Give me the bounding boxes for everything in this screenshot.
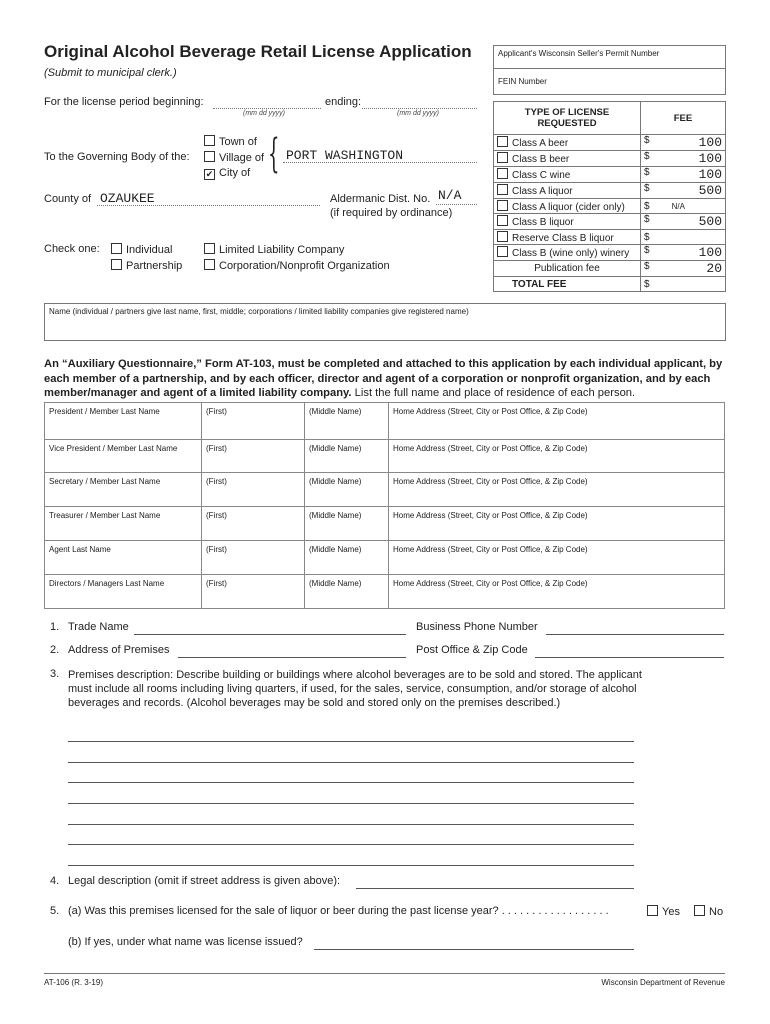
fee-header: FEE (641, 102, 726, 135)
phone-field[interactable] (546, 620, 724, 635)
fee-value: 100 (698, 167, 722, 182)
fee-table (493, 101, 726, 292)
legal-description-label: Legal description (omit if street address is given above): (68, 875, 341, 887)
q3-number: 3. (50, 668, 60, 680)
fee-row: Class A liquor $ 500 (494, 183, 726, 199)
period-end-label: ending: (325, 96, 362, 108)
q5a-text: (a) Was this premises licensed for the sale of liquor or beer during the past license year? . . . . . . . . . . . . . . . . . . (68, 905, 609, 917)
fee-row: Publication fee $ 20 (494, 261, 726, 277)
fee-row: Class A beer $ 100 (494, 135, 726, 151)
premises-description-text: Premises description: Describe building or buildings where alcohol beverages are to be sold and stored. The applicant must include all rooms including living quarters, if used, for the sales, service, consumption, and/or storage of alcohol beverages and records. (Alcohol beverages may be sold and stored only on the premises described.) (68, 669, 642, 709)
county-line (97, 191, 320, 206)
fee-table-header (494, 102, 726, 135)
form-subtitle: (Submit to municipal clerk.) (44, 67, 177, 79)
option-individual[interactable]: Individual (111, 243, 172, 256)
period-end-hint: (mm dd yyyy) (397, 110, 439, 117)
premises-address-field[interactable] (178, 643, 406, 658)
officer-row: Vice President / Member Last Name (First) (Middle Name) Home Address (Street, City or Post Office, & Zip Code) (45, 440, 725, 473)
form-id: AT-106 (R. 3-19) (44, 978, 103, 987)
post-office-label: Post Office & Zip Code (416, 644, 528, 656)
check-one-label: Check one: (44, 243, 100, 255)
type-header: TYPE OF LICENSE REQUESTED (494, 102, 641, 135)
option-corporation[interactable]: Corporation/Nonprofit Organization (204, 259, 390, 272)
trade-name-label: Trade Name (68, 621, 129, 633)
officer-row: Secretary / Member Last Name (First) (Middle Name) Home Address (Street, City or Post Office, & Zip Code) (45, 473, 725, 507)
class-b-liquor-checkbox[interactable] (497, 215, 508, 226)
officer-row: Directors / Managers Last Name (First) (Middle Name) Home Address (Street, City or Post Office, & Zip Code) (45, 575, 725, 609)
description-line[interactable] (68, 789, 634, 804)
fee-row: Class B beer $ 100 (494, 151, 726, 167)
q4-number: 4. (50, 875, 60, 887)
option-village[interactable]: Village of (204, 151, 264, 164)
option-town[interactable]: Town of (204, 135, 257, 148)
class-b-beer-checkbox[interactable] (497, 152, 508, 163)
fee-value: N/A (671, 201, 685, 211)
name-box[interactable] (44, 303, 726, 341)
aldermanic-value[interactable]: N/A (438, 188, 462, 203)
permit-box (493, 45, 726, 95)
class-b-winery-checkbox[interactable] (497, 246, 508, 257)
license-name-field[interactable] (314, 935, 634, 950)
fee-row: Class B (wine only) winery $ 100 (494, 245, 726, 261)
description-line[interactable] (68, 851, 634, 866)
municipality-line (283, 148, 477, 163)
officer-row: Agent Last Name (First) (Middle Name) Home Address (Street, City or Post Office, & Zip Code) (45, 541, 725, 575)
officers-table (44, 402, 725, 609)
publication-fee-label: Publication fee (494, 261, 641, 277)
description-line[interactable] (68, 830, 634, 845)
city-checkbox[interactable]: ✔ (205, 169, 214, 179)
yes-checkbox[interactable] (647, 905, 658, 916)
auxiliary-normal: List the full name and place of residence of each person. (354, 387, 636, 399)
description-line[interactable] (68, 768, 634, 783)
total-fee-label: TOTAL FEE (494, 277, 641, 292)
no-checkbox[interactable] (694, 905, 705, 916)
county-label: County of (44, 193, 92, 205)
class-a-beer-checkbox[interactable] (497, 136, 508, 147)
village-checkbox[interactable] (204, 151, 215, 162)
officer-row: Treasurer / Member Last Name (First) (Middle Name) Home Address (Street, City or Post Office, & Zip Code) (45, 507, 725, 541)
fee-value: 500 (698, 214, 722, 229)
aldermanic-note: (if required by ordinance) (330, 207, 453, 219)
trade-name-field[interactable] (134, 620, 406, 635)
fee-row: Class A liquor (cider only) $ N/A (494, 199, 726, 214)
auxiliary-notice (44, 357, 730, 401)
municipality-value[interactable]: PORT WASHINGTON (286, 148, 404, 163)
phone-label: Business Phone Number (416, 621, 538, 633)
corporation-checkbox[interactable] (204, 259, 215, 270)
fee-value: 500 (698, 183, 722, 198)
name-box-label: Name (individual / partners give last name, first, middle; corporations / limited liability companies give registered name) (49, 307, 469, 316)
county-value[interactable]: OZAUKEE (100, 191, 155, 206)
period-end-field[interactable] (362, 98, 477, 109)
brace-icon: { (268, 131, 280, 177)
description-line[interactable] (68, 810, 634, 825)
fee-row: Reserve Class B liquor $ (494, 230, 726, 245)
q2-number: 2. (50, 644, 60, 656)
individual-checkbox[interactable] (111, 243, 122, 254)
option-no[interactable]: No (694, 905, 723, 918)
q5-number: 5. (50, 905, 60, 917)
aldermanic-line (436, 190, 477, 205)
aldermanic-label: Aldermanic Dist. No. (330, 193, 431, 205)
total-fee-field[interactable]: $ (641, 277, 726, 292)
fee-value: 100 (698, 245, 722, 260)
fee-row: Class B liquor $ 500 (494, 214, 726, 230)
class-a-cider-checkbox[interactable] (497, 200, 508, 211)
period-begin-label: For the license period beginning: (44, 96, 204, 108)
fee-value: 20 (706, 261, 722, 276)
post-office-field[interactable] (535, 643, 724, 658)
fein-label: FEIN Number (498, 77, 547, 86)
description-line[interactable] (68, 727, 634, 742)
option-city[interactable]: ✔ City of (205, 167, 251, 179)
legal-description-field[interactable] (356, 874, 634, 889)
period-begin-hint: (mm dd yyyy) (243, 110, 285, 117)
fee-row: Class C wine $ 100 (494, 167, 726, 183)
llc-checkbox[interactable] (204, 243, 215, 254)
reserve-class-b-checkbox[interactable] (497, 231, 508, 242)
q5b-text: (b) If yes, under what name was license issued? (68, 936, 303, 948)
premises-address-label: Address of Premises (68, 644, 170, 656)
fee-value: 100 (698, 135, 722, 150)
option-yes[interactable]: Yes (647, 905, 680, 918)
form-title: Original Alcohol Beverage Retail License Application (44, 42, 472, 61)
governing-body-label: To the Governing Body of the: (44, 151, 190, 163)
class-a-liquor-checkbox[interactable] (497, 184, 508, 195)
permit-divider (494, 68, 725, 69)
partnership-checkbox[interactable] (111, 259, 122, 270)
auxiliary-bold: An “Auxiliary Questionnaire,” Form AT-103, must be completed and attached to this application by each individual applicant, by each member of a partnership, and by each officer, director and agent of a corporation or nonprofit organization, and by each member/manager and agent of a limited liability company. (44, 358, 723, 399)
fee-row (494, 277, 726, 292)
q1-number: 1. (50, 621, 60, 633)
officer-row: President / Member Last Name (First) (Middle Name) Home Address (Street, City or Post Office, & Zip Code) (45, 403, 725, 440)
option-partnership[interactable]: Partnership (111, 259, 182, 272)
town-checkbox[interactable] (204, 135, 215, 146)
class-c-wine-checkbox[interactable] (497, 168, 508, 179)
fee-value: 100 (698, 151, 722, 166)
description-line[interactable] (68, 748, 634, 763)
agency-name: Wisconsin Department of Revenue (601, 978, 725, 987)
option-llc[interactable]: Limited Liability Company (204, 243, 344, 256)
period-begin-field[interactable] (213, 98, 321, 109)
footer-divider (44, 973, 725, 974)
sellers-permit-label: Applicant's Wisconsin Seller's Permit Number (498, 49, 660, 58)
